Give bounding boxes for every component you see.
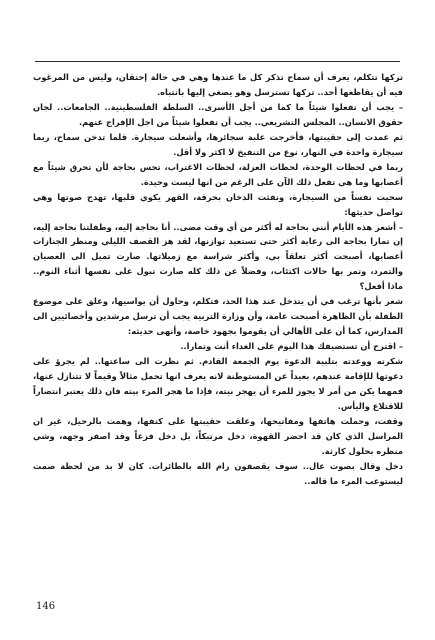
paragraph: – أشعر هذه الأيام أنني بحاجة له أكثر من أي وقت مضى.. أنا بحاجة إليه، وطفلتنا بحاجة إليه، إن تمارا بحاجة الى رعاية أكثر حتى تستعيد توازنها، لقد هز القصف الليلي ومنظر الجنازات أعصابها، أصبحت أكثر تعلقاً بي، وأكثر شراسة مع زميلاتها. صارت تميل الى العصيان والتمرد، وتمر بها حالات اكتئاب، وفضلاً عن ذلك كله صارت تبول على نفسها أثناء النوم.. ماذا أفعل؟ xyxy=(33,221,403,292)
page-number: 146 xyxy=(36,601,56,612)
body-text xyxy=(33,70,403,489)
paragraph: تركها تتكلم، يعرف أن سماح تذكر كل ما عندها وهي في حالة إحتقان، وليس من المرغوب فيه أن يقاطعها أحد.. تركها تسترسل وهو يصغي إليها بانتباه. xyxy=(33,72,403,97)
paragraph: – اقترح أن تستضيفك هذا اليوم على الغداء أنت وتمارا.. xyxy=(180,341,403,352)
paragraph: ربما في لحظات الوحدة، لحظات العزلة، لحظات الاغتراب، تحس بحاجة لأن تحرق شيئاً مع أعصابها وما هي تفعل ذلك الآن على الرغم من انها ليست وحيدة. xyxy=(33,161,403,187)
paragraph: – يجب أن تفعلوا شيئاً ما كما من أجل الأسرى.. السلطة الفلسطينية.. الجامعات.. لجان حقوق الانسان.. المجلس التشريعي.. يجب أن تفعلوا شيئاً من اجل الإفراج عنهم. xyxy=(33,101,403,127)
paragraph: ثم عمدت إلى حقيبتها، فأخرجت علبة سجائرها، وأشعلت سيجارة. قلما تدخن سماح، ربما سيجارة واحدة في النهار، نوع من التنفيخ لا اكثر ولا أقل. xyxy=(33,131,403,157)
paragraph: سحبت نفساً من السيجارة، ونفثت الدخان بحرقة، القهر يكوي قلبها، تهدج صوتها وهي تواصل حديثها: xyxy=(33,191,403,217)
paragraph: دخل وقال بصوت عال.. سوف يقصفون رام الله بالطائرات. كان لا بد من لحظة صمت ليستوعب المرء ما قاله.. xyxy=(33,460,403,486)
paragraph: شعر بأنها ترغب في أن يتدخل عند هذا الحد، فتكلم، وحاول أن يواسيها، وعلق على موضوع الطفلة بأن الظاهرة أصبحت عامة، وأن وزارة التربية يجب أن ترسل مرشدين وأخصائيين الى المدارس، كما أن على الأهالي أن يقوموا بجهود خاصة، وأنهى حديثه: xyxy=(33,296,403,337)
paragraph: شكرته ووعدته بتلبية الدعوة يوم الجمعة القادم. ثم نظرت الى ساعتها.. لم يجرؤ على دعوتها للإقامة عندهم، بعيداً عن المستوطنة لانه يعرف انها تحمل مثالاً وقيماً لا تتنازل عنها، فمهما يكن من أمر لا يجوز للمرء أن يهجر بيته، فإذا ما هجر المرء بيته فان ذلك يعتبر انتصاراً للاقتلاع واليأس. xyxy=(33,356,403,411)
header-rule xyxy=(35,61,400,62)
paragraph: وقفت، وحملت هاتفها ومفاتيحها، وعلقت حقيبتها على كتفها، وهمت بالرحيل، غير ان المراسل الذي كان قد احضر القهوة، دخل مرتبكاً، بل دخل فزعاً وقد اصفر وجهه، وشي منظره بحلول كارثة. xyxy=(33,415,403,456)
